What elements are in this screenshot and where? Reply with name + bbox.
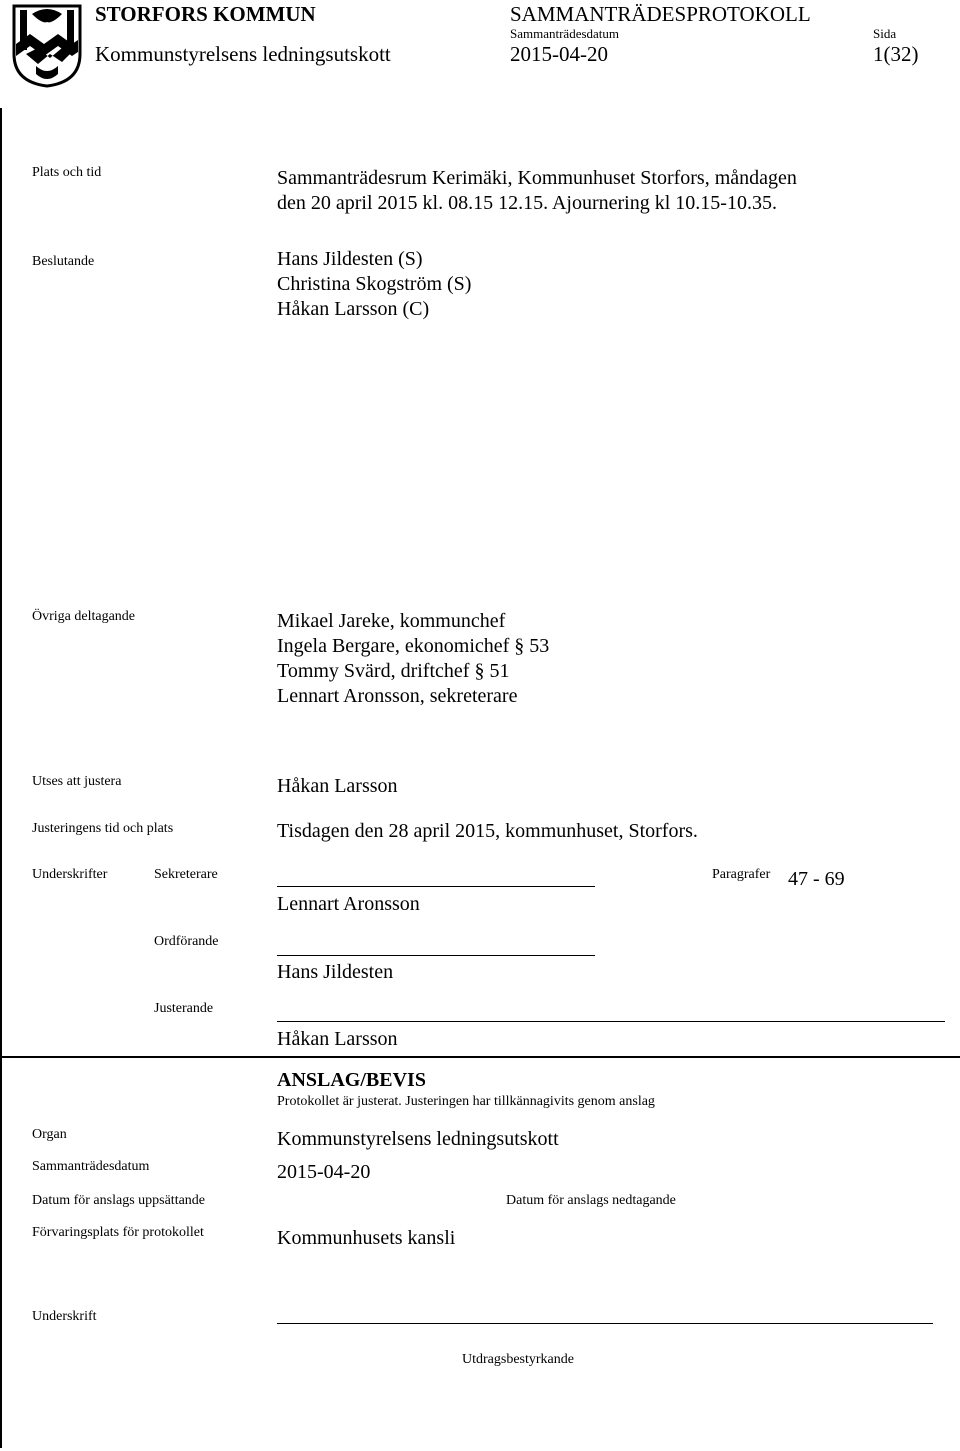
left-border	[0, 108, 2, 1448]
secretary-label: Sekreterare	[154, 867, 218, 882]
adjuster-sign-name: Håkan Larsson	[277, 1028, 398, 1050]
others-label: Övriga deltagande	[32, 609, 136, 624]
decision-label: Beslutande	[32, 254, 95, 269]
other-participant-2: Ingela Bergare, ekonomichef § 53	[277, 635, 550, 657]
adjuster-sign-label: Justerande	[154, 1001, 214, 1016]
header-date: 2015-04-20	[510, 42, 608, 66]
organ-label: Organ	[32, 1127, 67, 1142]
signature-label: Underskrift	[32, 1309, 97, 1324]
committee-name: Kommunstyrelsens ledningsutskott	[95, 42, 391, 66]
header-date-label: Sammanträdesdatum	[510, 26, 620, 41]
adjust-time: Tisdagen den 28 april 2015, kommunhuset, Storfors.	[277, 820, 698, 842]
organ-value: Kommunstyrelsens ledningsutskott	[277, 1128, 559, 1150]
document-type: SAMMANTRÄDESPROTOKOLL	[510, 2, 811, 26]
storage-value: Kommunhusets kansli	[277, 1227, 456, 1249]
chair-name: Hans Jildesten	[277, 961, 394, 983]
adjust-time-label: Justeringens tid och plats	[32, 821, 174, 836]
decision-maker-2: Christina Skogström (S)	[277, 273, 472, 295]
coat-of-arms-logo	[12, 4, 82, 88]
place-label: Plats och tid	[32, 165, 102, 180]
secretary-name: Lennart Aronsson	[277, 893, 420, 915]
notice-date-label: Sammanträdesdatum	[32, 1159, 150, 1174]
decision-maker-1: Hans Jildesten (S)	[277, 248, 423, 270]
paragraphs-range: 47 - 69	[788, 868, 845, 890]
other-participant-1: Mikael Jareke, kommunchef	[277, 610, 506, 632]
section-divider	[0, 1056, 960, 1058]
decision-maker-3: Håkan Larsson (C)	[277, 298, 430, 320]
chair-label: Ordförande	[154, 934, 219, 949]
posted-date-label: Datum för anslags uppsättande	[32, 1193, 206, 1208]
extract-label: Utdragsbestyrkande	[462, 1352, 574, 1367]
municipality-name: STORFORS KOMMUN	[95, 2, 316, 26]
chair-signature-line	[277, 955, 595, 956]
notice-signature-line	[277, 1323, 933, 1324]
paragraphs-label: Paragrafer	[712, 867, 771, 882]
secretary-signature-line	[277, 886, 595, 887]
adjuster-name: Håkan Larsson	[277, 775, 398, 797]
notice-title: ANSLAG/BEVIS	[277, 1069, 426, 1091]
storage-label: Förvaringsplats för protokollet	[32, 1225, 204, 1240]
place-line-2: den 20 april 2015 kl. 08.15 12.15. Ajournering kl 10.15-10.35.	[277, 192, 777, 214]
notice-date: 2015-04-20	[277, 1161, 371, 1183]
notice-subtitle: Protokollet är justerat. Justeringen har tillkännagivits genom anslag	[277, 1094, 655, 1109]
header-page-label: Sida	[873, 26, 897, 41]
adjuster-signature-line	[277, 1021, 945, 1022]
signatures-label: Underskrifter	[32, 867, 108, 882]
adjuster-label: Utses att justera	[32, 774, 122, 789]
other-participant-4: Lennart Aronsson, sekreterare	[277, 685, 518, 707]
other-participant-3: Tommy Svärd, driftchef § 51	[277, 660, 510, 682]
place-line-1: Sammanträdesrum Kerimäki, Kommunhuset Storfors, måndagen	[277, 167, 797, 189]
removed-date-label: Datum för anslags nedtagande	[506, 1193, 676, 1208]
header-page: 1(32)	[873, 42, 919, 66]
